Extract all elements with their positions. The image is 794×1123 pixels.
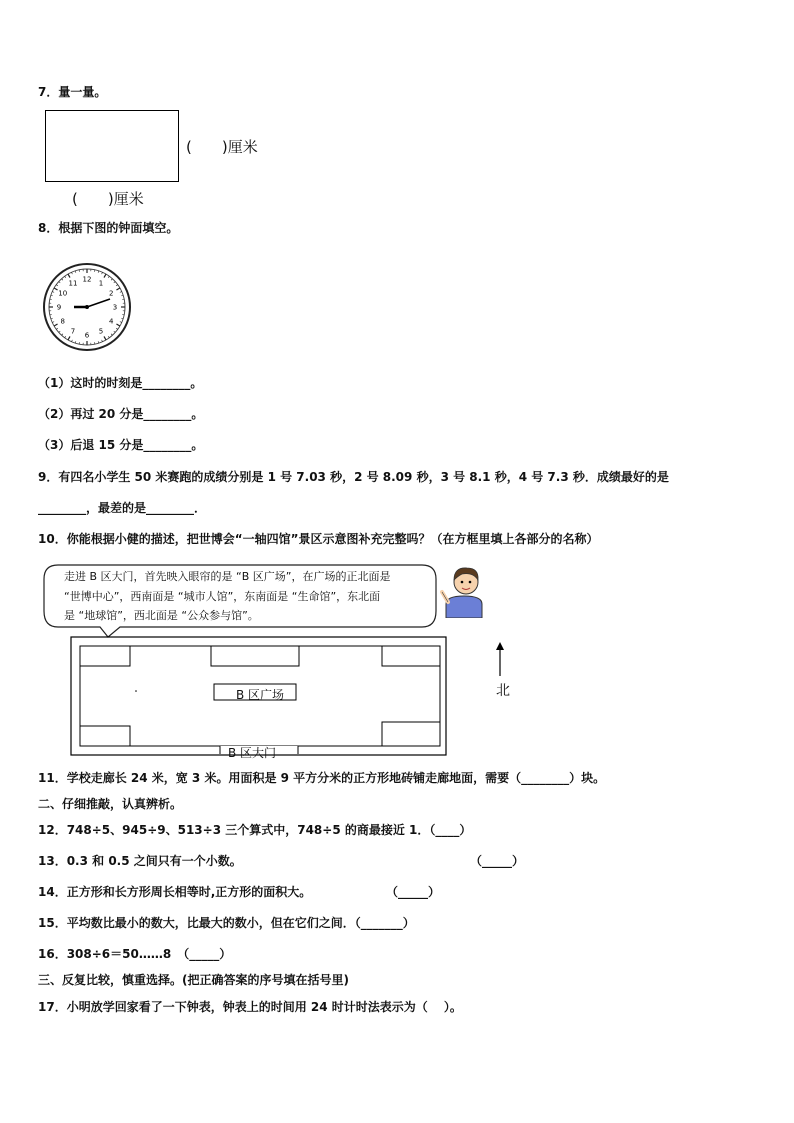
measure-rectangle (45, 110, 179, 182)
gate-label: B 区大门 (228, 746, 277, 760)
plaza-label: B 区广场 (236, 688, 285, 702)
q17: 17．小明放学回家看了一下钟表，钟表上的时间用 24 时计时法表示为（ ）。 (38, 1000, 462, 1014)
boy-avatar (440, 562, 488, 622)
q9-line-2: ________，最差的是________． (38, 501, 207, 515)
q7-title: 7．量一量。 (38, 85, 107, 99)
q16: 16．308÷6＝50……8 （_____） (38, 947, 232, 961)
q14: 14．正方形和长方形周长相等时,正方形的面积大。 (38, 885, 312, 899)
clock-numeral: 7 (70, 327, 76, 336)
bubble-line-2: “世博中心”，西南面是 “城市人馆”，东南面是 “生命馆”，东北面 (64, 590, 381, 603)
q8-title: 8．根据下图的钟面填空。 (38, 221, 179, 235)
clock-face (41, 263, 133, 357)
q9-line-1: 9．有四名小学生 50 米赛跑的成绩分别是 1 号 7.03 秒，2 号 8.09 秒，3 号 8.1 秒，4 号 7.3 秒．成绩最好的是 (38, 470, 669, 484)
q13-blank: （_____） (470, 854, 525, 868)
clock-numeral: 3 (112, 303, 118, 312)
q8-item-1: （1）这时的时刻是________。 (38, 376, 203, 390)
section-2-heading: 二、仔细推敲，认真辨析。 (38, 797, 183, 811)
q10-title: 10．你能根据小健的描述，把世博会“一轴四馆”景区示意图补充完整吗？（在方框里填上各部分的名称） (38, 532, 599, 546)
clock-numeral: 6 (84, 331, 90, 340)
q8-item-2: （2）再过 20 分是________。 (38, 407, 204, 421)
clock-numeral: 1 (98, 279, 104, 288)
q11: 11．学校走廊长 24 米，宽 3 米。用面积是 9 平方分米的正方形地砖铺走廊地面，需要（________）块。 (38, 771, 606, 785)
q8-item-3: （3）后退 15 分是________。 (38, 438, 204, 452)
clock-numeral: 4 (109, 317, 114, 326)
north-label: 北 (496, 683, 510, 699)
clock-numeral: 5 (98, 327, 104, 336)
bubble-line-1: 走进 B 区大门，首先映入眼帘的是 “B 区广场”，在广场的正北面是 (64, 570, 391, 583)
clock-numeral: 11 (68, 279, 78, 288)
clock-numeral: 8 (60, 317, 65, 326)
section-3-heading: 三、反复比较，慎重选择。(把正确答案的序号填在括号里) (38, 973, 349, 987)
q15: 15．平均数比最小的数大，比最大的数小，但在它们之间．（_______） (38, 916, 415, 930)
q12: 12．748÷5、945÷9、513÷3 三个算式中，748÷5 的商最接近 1．（____） (38, 823, 472, 837)
q7-height-blank: ( )厘米 (186, 138, 258, 156)
q14-blank: （_____） (386, 885, 441, 899)
q7-width-blank: ( )厘米 (72, 190, 144, 208)
clock-numeral: 12 (82, 275, 92, 284)
clock-numeral: 9 (56, 303, 62, 312)
q13: 13．0.3 和 0.5 之间只有一个小数。 (38, 854, 242, 868)
bubble-line-3: 是 “地球馆”，西北面是 “公众参与馆”。 (64, 609, 259, 622)
clock-icon (41, 263, 133, 353)
clock-numeral: 10 (58, 289, 68, 298)
clock-numeral: 2 (109, 289, 114, 298)
